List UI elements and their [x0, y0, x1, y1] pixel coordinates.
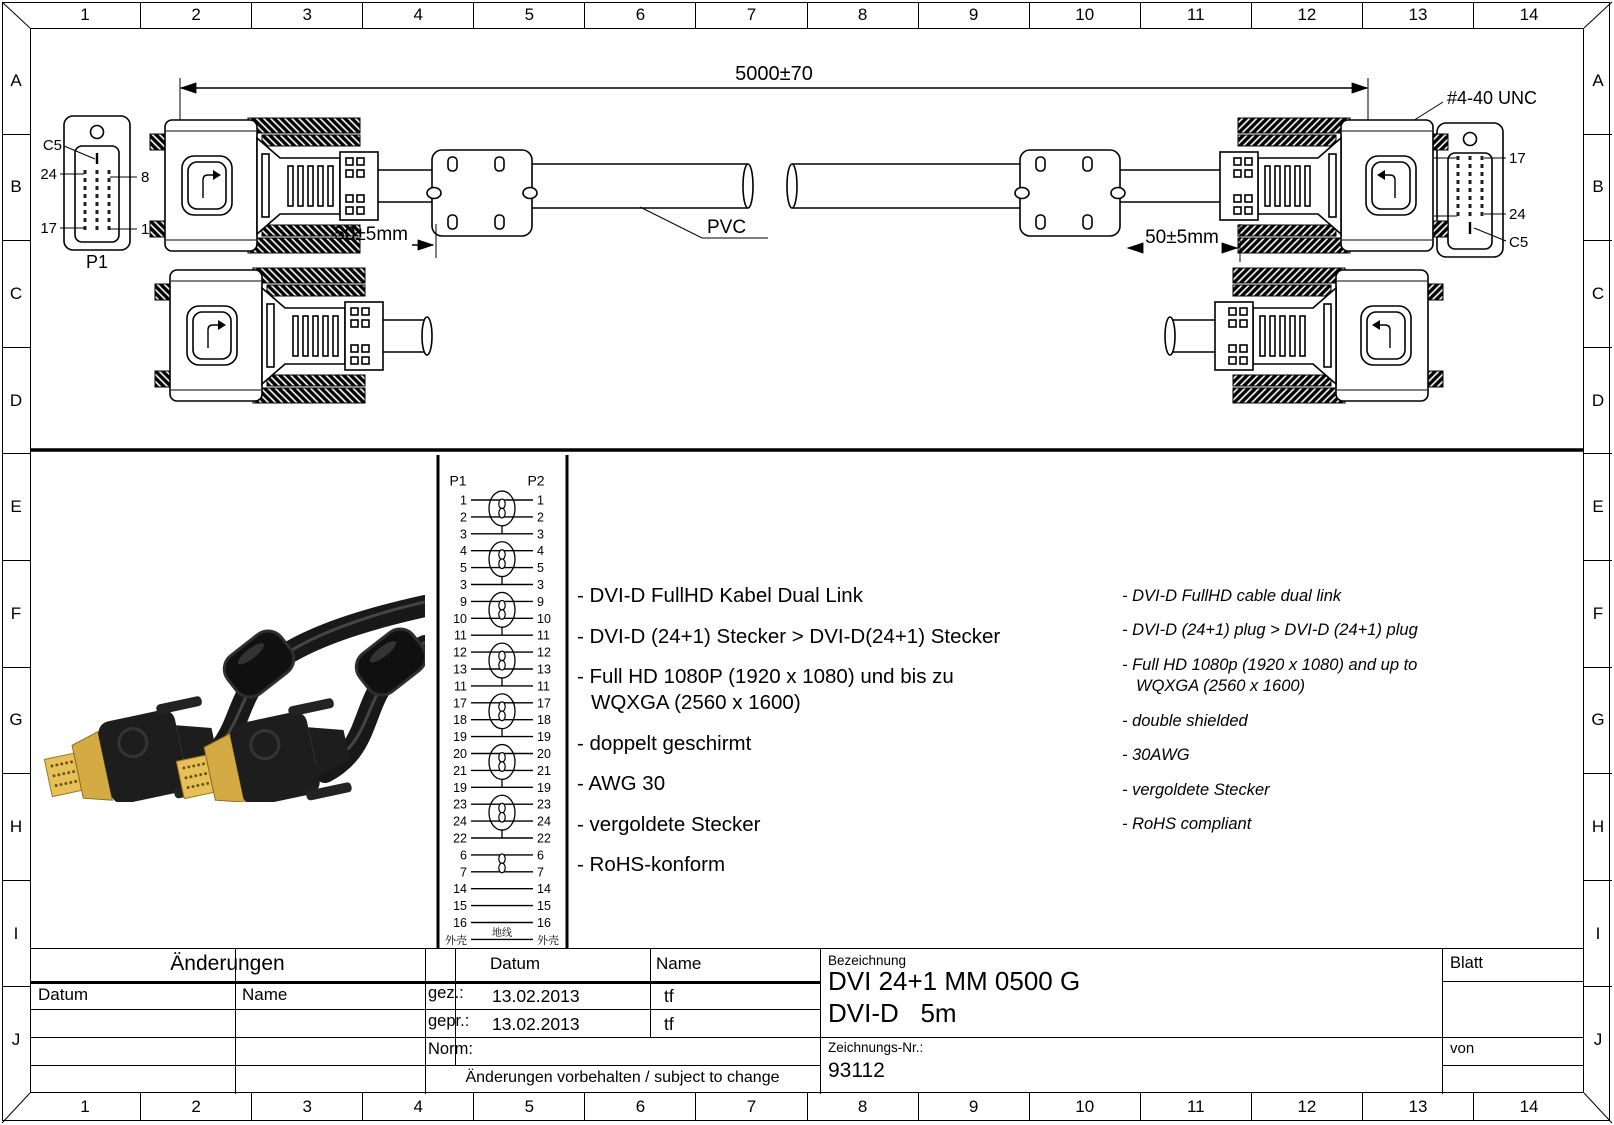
svg-text:3: 3 [460, 527, 467, 542]
svg-text:4: 4 [537, 544, 544, 559]
grid-row-I: I [1584, 880, 1612, 987]
pin-label-1: 1 [141, 221, 150, 238]
svg-text:10: 10 [537, 611, 551, 626]
grid-col-8: 8 [807, 1093, 918, 1121]
svg-text:15: 15 [453, 899, 467, 914]
svg-text:11: 11 [537, 679, 550, 694]
feature-item: - DVI-D FullHD cable dual link [1122, 587, 1342, 605]
grid-col-3: 3 [251, 1093, 362, 1121]
grid-row-C: C [2, 240, 30, 347]
svg-text:22: 22 [453, 831, 467, 846]
svg-text:19: 19 [453, 730, 467, 745]
svg-text:14: 14 [537, 882, 551, 897]
svg-text:20: 20 [453, 747, 467, 761]
features-list-german [577, 583, 1122, 893]
grid-col-11: 11 [1140, 2, 1251, 28]
grid-col-5: 5 [473, 2, 584, 28]
svg-text:11: 11 [454, 679, 467, 694]
feature-item: - DVI-D FullHD Kabel Dual Link [577, 584, 863, 607]
approval-datum-header: Datum [490, 954, 541, 973]
designation-line2: DVI-D 5m [828, 998, 957, 1028]
svg-text:1: 1 [537, 493, 544, 508]
grid-row-B: B [2, 134, 30, 241]
svg-text:3: 3 [460, 578, 467, 592]
svg-text:14: 14 [453, 882, 467, 897]
of-label: von [1450, 1040, 1475, 1057]
divider [30, 1009, 820, 1010]
svg-text:18: 18 [453, 713, 467, 728]
gepr-datum: 13.02.2013 [492, 1014, 580, 1034]
drawing-number: 93112 [828, 1059, 885, 1082]
grid-col-5: 5 [473, 1093, 584, 1121]
drawing-number-label: Zeichnungs-Nr.: [828, 1040, 924, 1055]
svg-text:13: 13 [453, 662, 467, 677]
svg-text:12: 12 [537, 645, 551, 660]
grid-row-D: D [1584, 347, 1612, 454]
grid-col-12: 12 [1251, 1093, 1362, 1121]
grid-row-F: F [1584, 560, 1612, 667]
divider [650, 949, 651, 1037]
svg-text:15: 15 [537, 899, 551, 914]
grid-col-1: 1 [80, 1097, 90, 1116]
grid-col-2: 2 [140, 1093, 251, 1121]
grid-col-6: 6 [584, 2, 695, 28]
grid-row-E: E [1584, 453, 1612, 560]
feature-item: - DVI-D (24+1) Stecker > DVI-D(24+1) Stecker [577, 624, 1001, 648]
svg-text:11: 11 [454, 628, 467, 643]
title-block [30, 948, 1584, 1093]
feature-item: - RoHS compliant [1122, 815, 1252, 834]
svg-text:23: 23 [453, 797, 467, 812]
svg-text:19: 19 [537, 730, 551, 745]
designation-label: Bezeichnung [828, 953, 907, 968]
designation-line1: DVI 24+1 MM 0500 G [828, 966, 1081, 996]
left-connector-face-view [40, 116, 149, 272]
pin-label-24: 24 [1509, 206, 1526, 223]
gez-label: gez.: [428, 984, 464, 1002]
svg-text:21: 21 [453, 763, 467, 778]
grid-row-E: E [2, 453, 30, 560]
changes-datum-header: Datum [38, 985, 89, 1004]
connector-detail-right [1165, 268, 1443, 403]
grid-col-9: 9 [918, 2, 1029, 28]
feature-item: - doppelt geschirmt [577, 731, 752, 755]
divider [1442, 949, 1443, 1094]
grid-row-J: J [1584, 986, 1612, 1093]
gepr-name: tf [664, 1014, 674, 1034]
pin-label-17: 17 [40, 220, 57, 237]
approval-name-header: Name [656, 954, 702, 973]
svg-text:16: 16 [453, 916, 467, 930]
grid-row-G: G [1584, 667, 1612, 774]
pin-label-24: 24 [40, 166, 57, 183]
ferrite-distance-left-label: 50±5mm [334, 224, 408, 245]
grid-col-4: 4 [362, 2, 473, 28]
pvc-callout [640, 207, 768, 238]
gepr-label: gepr.: [428, 1012, 470, 1030]
svg-text:P2: P2 [527, 472, 545, 489]
grid-col-8: 8 [807, 2, 918, 28]
svg-text:10: 10 [453, 611, 467, 626]
norm-label: Norm: [428, 1040, 473, 1058]
svg-text:1: 1 [460, 493, 467, 508]
grid-row-G: G [2, 667, 30, 774]
grid-col-13: 13 [1362, 2, 1473, 28]
svg-text:19: 19 [537, 780, 551, 795]
grid-row-D: D [2, 347, 30, 454]
thread-label: #4-40 UNC [1447, 88, 1538, 108]
pin-label-8: 8 [141, 169, 150, 186]
grid-col-2: 2 [140, 2, 251, 28]
svg-text:7: 7 [537, 865, 544, 880]
grid-col-6: 6 [584, 1093, 695, 1121]
svg-text:2: 2 [537, 510, 544, 525]
grid-col-1: 1 [80, 5, 90, 24]
svg-text:19: 19 [453, 780, 467, 795]
svg-text:16: 16 [537, 916, 551, 930]
svg-text:20: 20 [537, 747, 551, 761]
grid-col-12: 12 [1251, 2, 1362, 28]
svg-text:13: 13 [537, 662, 551, 677]
grid-col-14: 14 [1473, 1093, 1584, 1121]
pin-label-c5: C5 [42, 137, 62, 154]
pvc-label: PVC [707, 217, 747, 238]
ferrite-distance-right-label: 50±5mm [1145, 227, 1219, 248]
svg-text:18: 18 [537, 713, 551, 728]
divider [30, 981, 820, 984]
svg-text:5: 5 [537, 561, 544, 576]
changes-name-header: Name [242, 985, 288, 1004]
grid-col-4: 4 [362, 1093, 473, 1121]
grid-row-H: H [1584, 773, 1612, 880]
svg-text:7: 7 [460, 865, 467, 880]
gez-name: tf [664, 986, 674, 1006]
svg-text:24: 24 [537, 814, 551, 829]
divider [30, 1065, 820, 1066]
grid-row-A: A [1592, 70, 1604, 90]
grid-col-9: 9 [918, 1093, 1029, 1121]
gez-datum: 13.02.2013 [492, 986, 580, 1006]
feature-item: - vergoldete Stecker [577, 812, 761, 836]
ferrite-distance-right [1128, 224, 1240, 262]
grid-row-I: I [2, 880, 30, 987]
feature-item: - Full HD 1080p (1920 x 1080) and up to WQXGA (2560 x 1600) [1122, 655, 1418, 696]
grid-row-B: B [1584, 134, 1612, 241]
divider [820, 949, 821, 1094]
feature-item: - RoHS-konform [577, 853, 726, 877]
svg-text:6: 6 [537, 848, 544, 863]
grid-row-A: A [10, 70, 22, 90]
divider [1442, 1065, 1584, 1066]
svg-text:3: 3 [537, 527, 544, 542]
grid-row-J: J [2, 986, 30, 1093]
divider [30, 1037, 1584, 1038]
svg-text:12: 12 [453, 645, 467, 660]
overall-length-label: 5000±70 [735, 63, 813, 85]
feature-item: - DVI-D (24+1) plug > DVI-D (24+1) plug [1122, 621, 1418, 640]
svg-text:23: 23 [537, 797, 551, 812]
svg-text:4: 4 [460, 544, 467, 559]
svg-text:17: 17 [537, 696, 551, 711]
grid-col-10: 10 [1029, 2, 1140, 28]
svg-text:6: 6 [460, 848, 467, 863]
pinout-diagram [445, 473, 559, 947]
pin-label-c5: C5 [1509, 234, 1529, 251]
p1-label: P1 [85, 252, 109, 272]
grid-row-F: F [2, 560, 30, 667]
svg-text:17: 17 [453, 696, 467, 711]
connector-detail-left [155, 268, 432, 403]
svg-text:外壳: 外壳 [537, 934, 559, 947]
feature-item: - 30AWG [1122, 746, 1190, 765]
svg-text:外壳: 外壳 [445, 934, 467, 947]
grid-col-10: 10 [1029, 1093, 1140, 1121]
svg-text:22: 22 [537, 831, 551, 846]
svg-text:9: 9 [460, 594, 467, 609]
svg-text:3: 3 [537, 578, 544, 592]
feature-item: - AWG 30 [577, 772, 666, 796]
grid-col-7: 7 [695, 2, 806, 28]
grid-col-7: 7 [695, 1093, 806, 1121]
svg-text:2: 2 [460, 510, 467, 525]
grid-row-C: C [1584, 240, 1612, 347]
svg-text:9: 9 [537, 594, 544, 609]
svg-text:11: 11 [537, 628, 550, 643]
grid-col-3: 3 [251, 2, 362, 28]
divider [1442, 981, 1584, 982]
changes-header: Änderungen [170, 952, 285, 975]
svg-text:P1: P1 [449, 472, 467, 489]
feature-item: - double shielded [1122, 711, 1248, 730]
grid-col-13: 13 [1362, 1093, 1473, 1121]
grid-row-H: H [2, 773, 30, 880]
grid-col-11: 11 [1140, 1093, 1251, 1121]
svg-text:21: 21 [537, 763, 551, 778]
feature-item: - vergoldete Stecker [1122, 780, 1270, 799]
svg-text:24: 24 [453, 814, 467, 829]
sheet-label: Blatt [1450, 954, 1484, 972]
svg-text:5: 5 [460, 561, 467, 576]
features-list-english [1122, 586, 1452, 849]
changes-reserved-note: Änderungen vorbehalten / subject to change [465, 1069, 780, 1086]
pin-label-17: 17 [1509, 150, 1526, 167]
svg-text:地线: 地线 [492, 927, 512, 939]
feature-item: - Full HD 1080P (1920 x 1080) und bis zu WQXGA (2560 x 1600) [577, 665, 954, 714]
grid-col-14: 14 [1473, 2, 1584, 28]
product-photo [33, 562, 425, 802]
